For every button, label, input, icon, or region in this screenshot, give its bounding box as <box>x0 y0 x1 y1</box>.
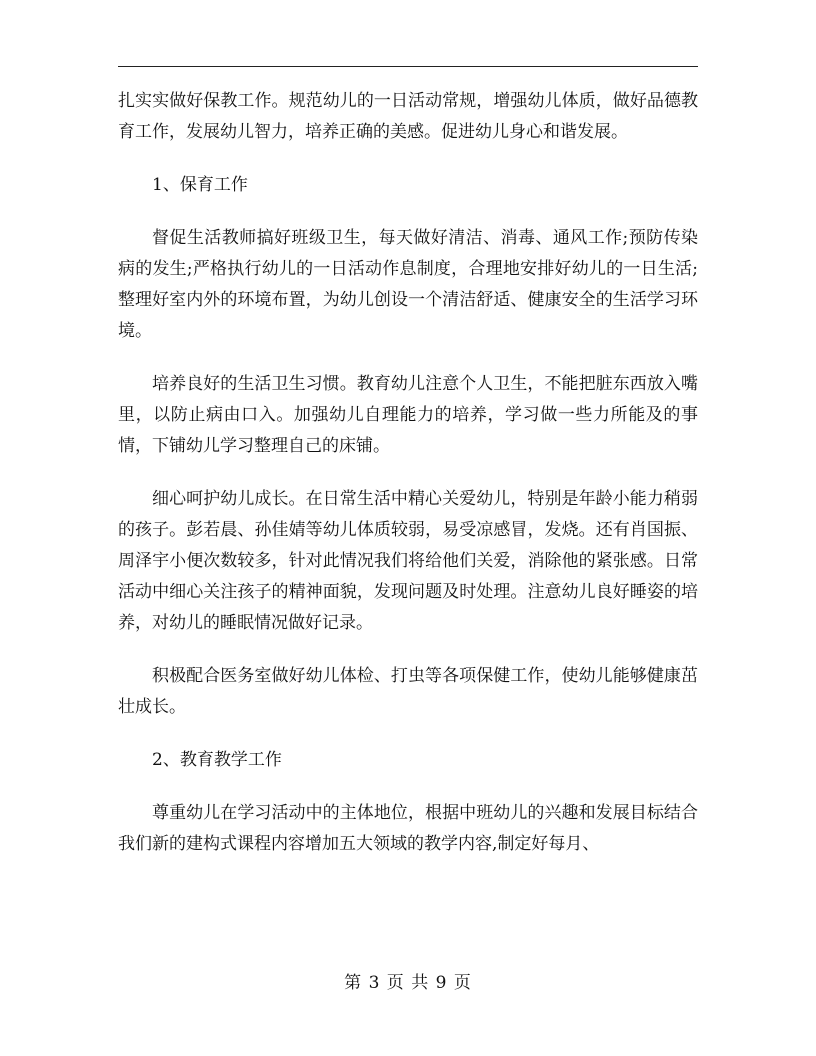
paragraph-teaching: 尊重幼儿在学习活动中的主体地位，根据中班幼儿的兴趣和发展目标结合我们新的建构式课程内容增加五大领域的教学内容,制定好每月、 <box>118 803 698 854</box>
paragraph-intro-continuation: 扎实实做好保教工作。规范幼儿的一日活动常规，增强幼儿体质，做好品德教育工作，发展幼儿智力，培养正确的美感。促进幼儿身心和谐发展。 <box>118 91 698 142</box>
paragraph-care: 细心呵护幼儿成长。在日常生活中精心关爱幼儿，特别是年龄小能力稍弱的孩子。彭若晨、孙佳婧等幼儿体质较弱，易受凉感冒，发烧。还有肖国振、周泽宇小便次数较多，针对此情况我们将给他们关爱，消除他的紧张感。日常活动中细心关注孩子的精神面貌，发现问题及时处理。注意幼儿良好睡姿的培养，对幼儿的睡眠情况做好记录。 <box>118 489 698 633</box>
paragraph-hygiene: 督促生活教师搞好班级卫生，每天做好清洁、消毒、通风工作;预防传染病的发生;严格执行幼儿的一日活动作息制度，合理地安排好幼儿的一日生活;整理好室内外的环境布置，为幼儿创设一个清洁舒适、健康安全的生活学习环境。 <box>118 228 698 341</box>
section-heading-childcare: 1、保育工作 <box>152 175 248 195</box>
header-rule <box>118 66 698 67</box>
section-heading-teaching: 2、教育教学工作 <box>152 750 282 770</box>
page-number-footer: 第 3 页 共 9 页 <box>344 973 472 993</box>
paragraph-health-check: 积极配合医务室做好幼儿体检、打虫等各项保健工作，使幼儿能够健康茁壮成长。 <box>118 666 698 717</box>
paragraph-habits: 培养良好的生活卫生习惯。教育幼儿注意个人卫生，不能把脏东西放入嘴里，以防止病由口入。加强幼儿自理能力的培养，学习做一些力所能及的事情，下铺幼儿学习整理自己的床铺。 <box>118 374 698 456</box>
document-body <box>118 86 698 882</box>
